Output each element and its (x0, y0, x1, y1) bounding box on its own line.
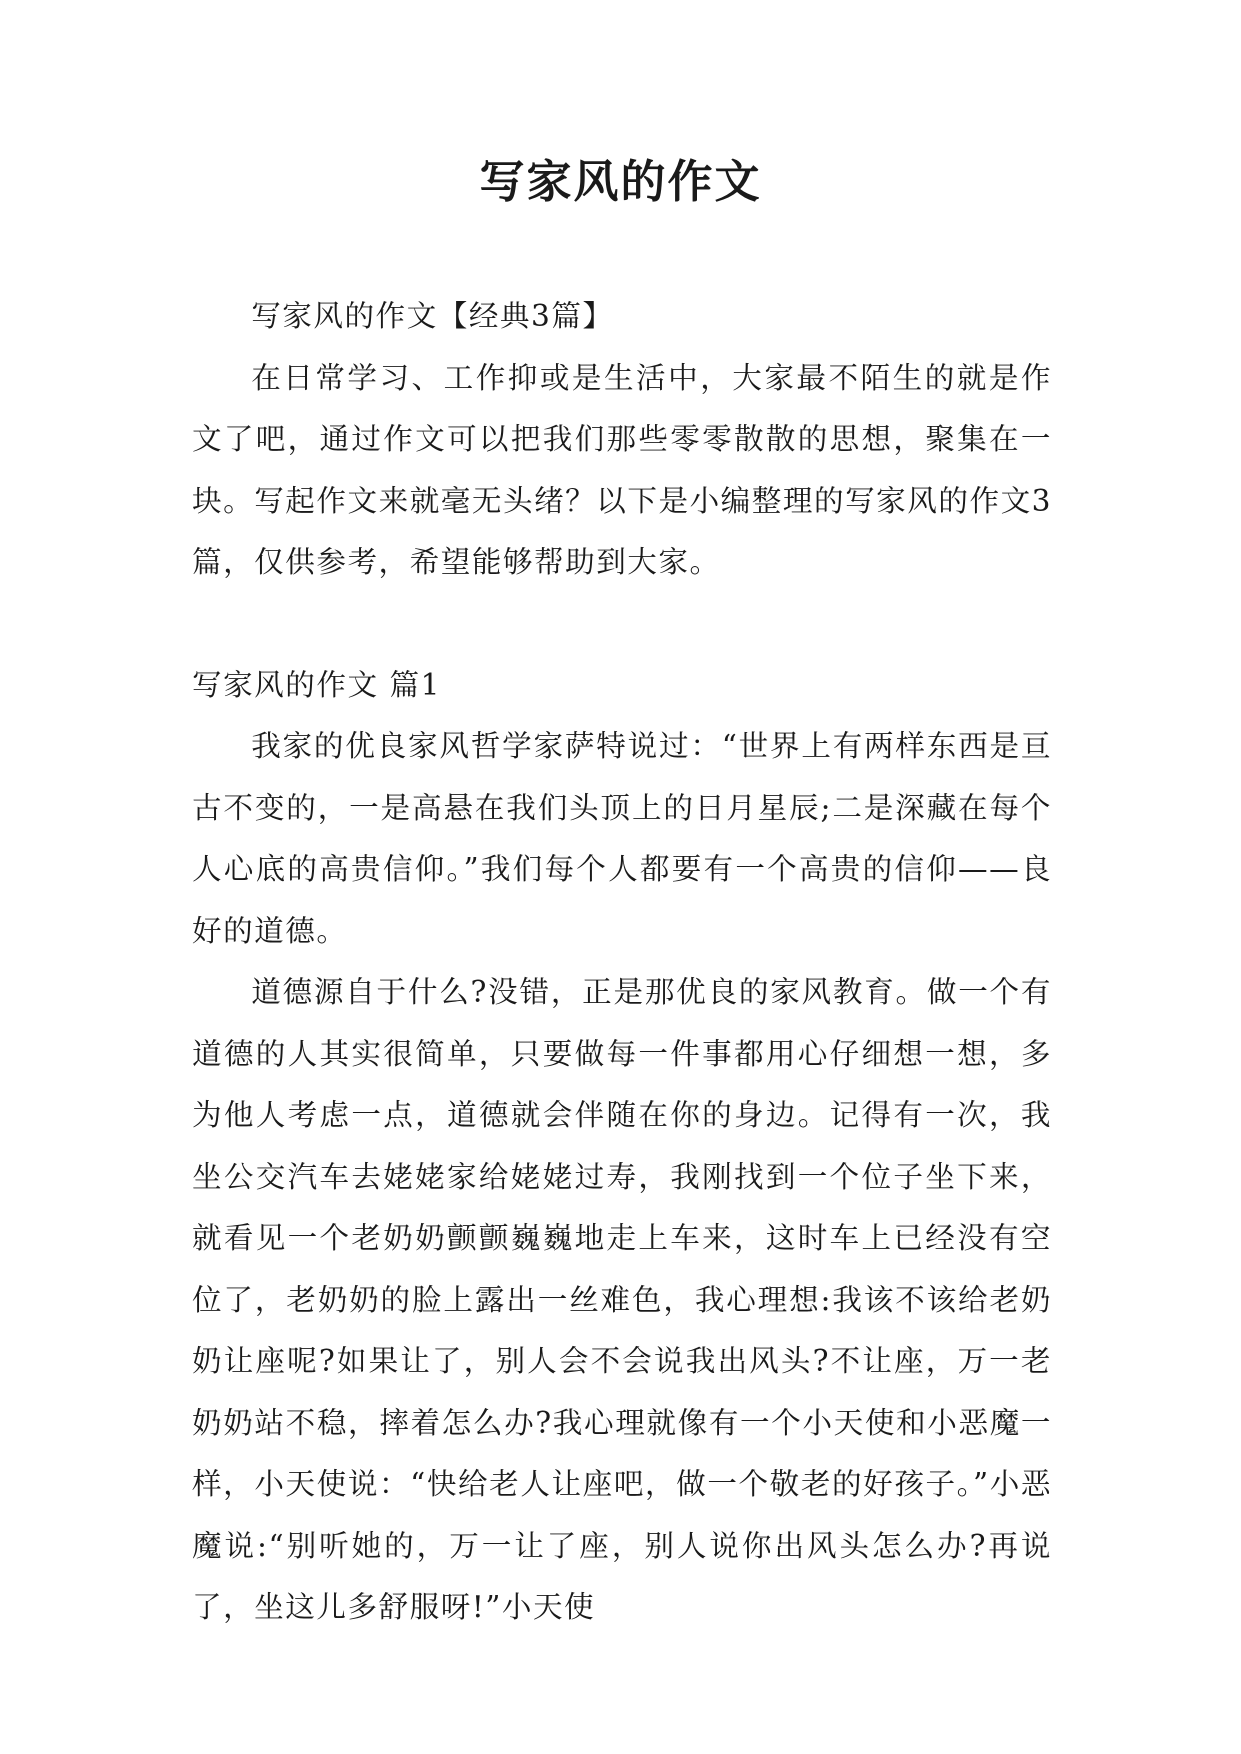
section-heading: 写家风的作文 篇1 (192, 667, 441, 702)
body-paragraph: 道德源自于什么?没错，正是那优良的家风教育。做一个有道德的人其实很简单，只要做每一件事都用心仔细想一想，多为他人考虑一点，道德就会伴随在你的身边。记得有一次，我坐公交汽车去姥姥家给姥姥过寿，我刚找到一个位子坐下来，就看见一个老奶奶颤颤巍巍地走上车来，这时车上已经没有空位了，老奶奶的脸上露出一丝难色，我心理想:我该不该给老奶奶让座呢?如果让了，别人会不会说我出风头?不让座，万一老奶奶站不稳，摔着怎么办?我心理就像有一个小天使和小恶魔一样，小天使说：“快给老人让座吧，做一个敬老的好孩子。”小恶魔说:“别听她的，万一让了座，别人说你出风头怎么办?再说了，坐这儿多舒服呀!”小天使 (192, 975, 1052, 1624)
intro-paragraph: 在日常学习、工作抑或是生活中，大家最不陌生的就是作文了吧，通过作文可以把我们那些零零散散的思想，聚集在一块。写起作文来就毫无头绪？以下是小编整理的写家风的作文3篇，仅供参考，希望能够帮助到大家。 (192, 360, 1052, 579)
document-subtitle: 写家风的作文【经典3篇】 (251, 299, 614, 333)
document-body (192, 286, 1052, 1639)
document-title: 写家风的作文 (479, 155, 762, 208)
body-paragraph: 我家的优良家风哲学家萨特说过：“世界上有两样东西是亘古不变的，一是高悬在我们头顶上的日月星辰;二是深藏在每个人心底的高贵信仰。”我们每个人都要有一个高贵的信仰——良好的道德。 (192, 729, 1052, 948)
section-gap (192, 594, 1052, 655)
